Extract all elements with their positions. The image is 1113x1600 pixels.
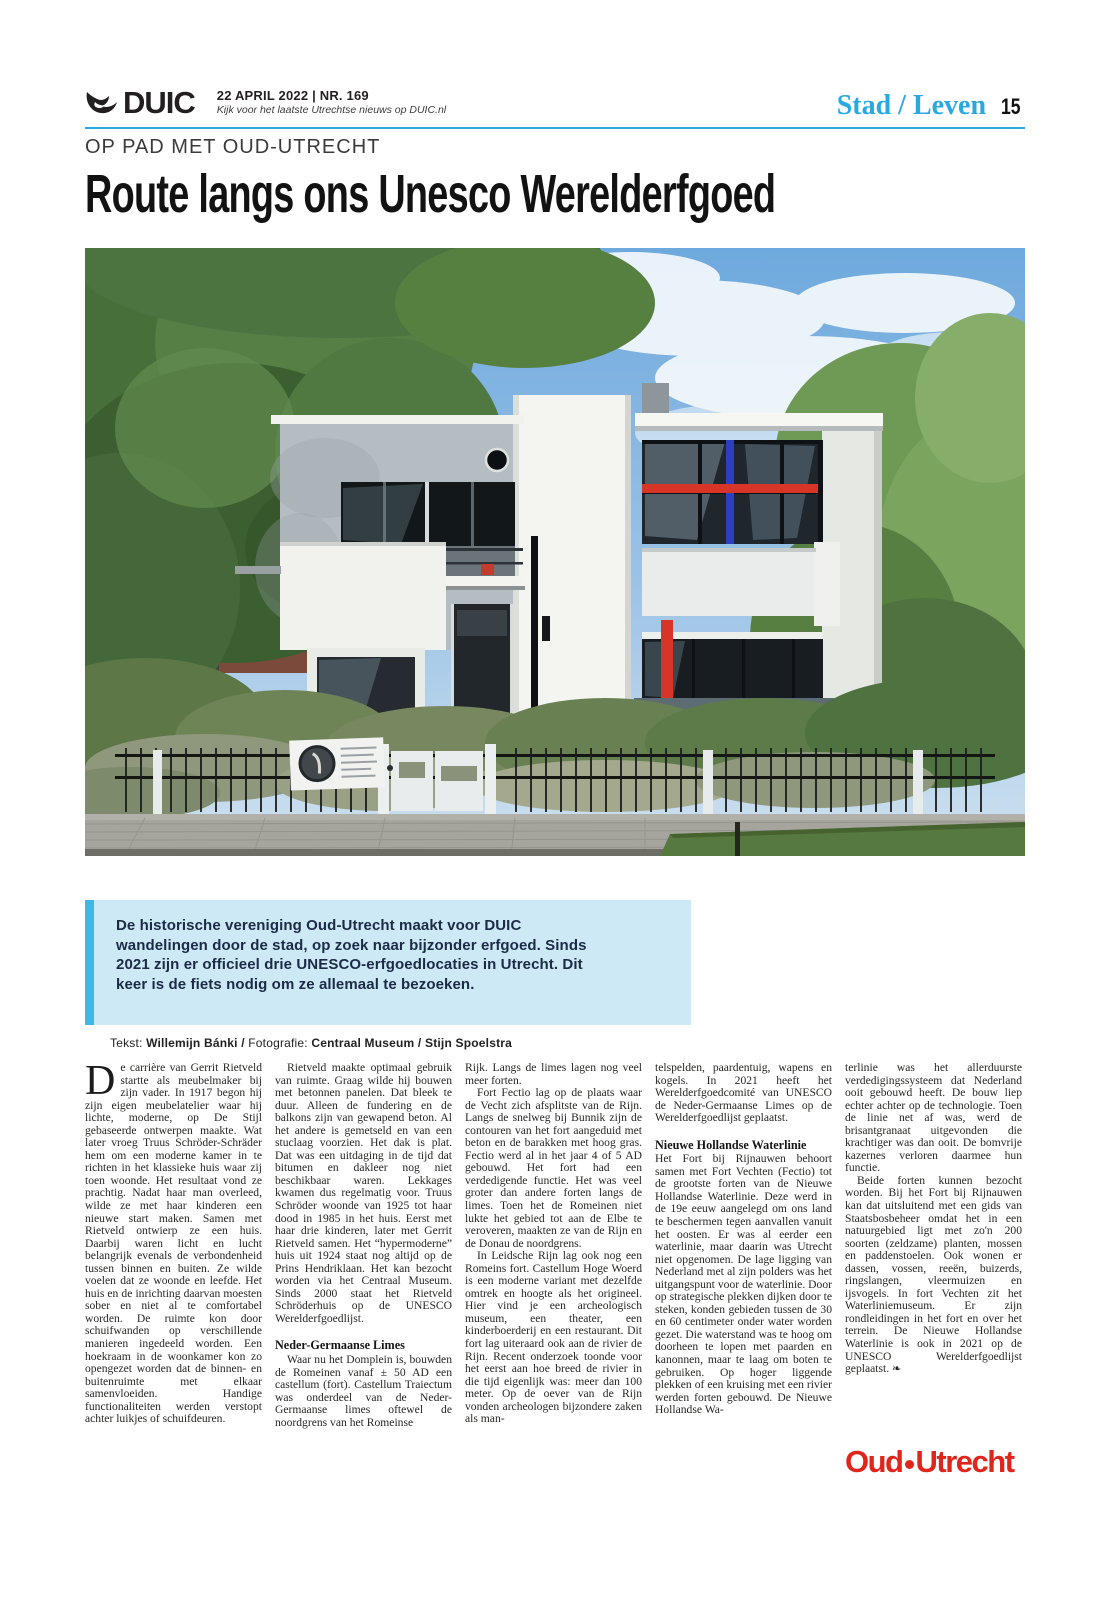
header-rule: [85, 127, 1025, 129]
article-column-1: [85, 1058, 262, 1429]
paragraph: De carrière van Gerrit Rietveld startte als meubelmaker bij zijn vader. In 1917 begon hij zijn eigen meubelatelier waar hij lichte, moderne, op De Stijl gebaseerde ontwerpen maakte. Wat later vroeg Truus Schröder-Schräder hem om een moderne kamer in te richten in het klassieke huis waar zij toen woonde. Het resultaat vond ze prachtig. Nadat haar man overleed, wilde ze met haar kinderen een nieuwe start maken. Samen met Rietveld ontwierp ze een huis. Daarbij waren licht en lucht belangrijk evenals de verbondenheid tussen binnen en buiten. Ze wilde voelen dat ze woonde en leefde. Het huis en de inrichting daarvan moesten sober en niet al te comfortabel worden. De ruimte kon door schuifwanden op verschillende manieren ingedeeld worden. Een hoekraam in de woonkamer kon zo opengezet worden dat de binnen- en buitenruimte met elkaar samenvloeiden. Handige functionaliteiten werden verstopt achter luikjes of schuifdeuren.: [85, 1058, 262, 1426]
paragraph: Rijk. Langs de limes lagen nog veel meer forten.: [465, 1061, 642, 1087]
byline-text-label: Tekst:: [110, 1036, 147, 1050]
intro-box-text: De historische vereniging Oud-Utrecht maakt voor DUIC wandelingen door de stad, op zoek naar bijzonder erfgoed. Sinds 2021 zijn er officieel drie UNESCO-erfgoedlocaties in Utrecht. Dit keer is de fiets nodig om ze allemaal te bezoeken.: [116, 917, 587, 993]
section-block: [770, 90, 1025, 122]
article-column-3: [465, 1062, 642, 1429]
byline-author: Willemijn Bánki: [146, 1036, 238, 1050]
issue-block: [217, 86, 446, 116]
byline: [110, 1036, 512, 1050]
intro-box: [85, 900, 691, 1025]
section-title: Stad / Leven: [836, 90, 987, 121]
paragraph: telspelden, paardentuig, wapens en kogels. In 2021 heeft het Werelderfgoedcomité van UNESCO de Neder-Germaanse Limes op de Werelderfgoedlijst geplaatst.: [655, 1061, 832, 1125]
rietveld-schroeder-house-photo: [85, 248, 1025, 856]
paragraph: Rietveld maakte optimaal gebruik van ruimte. Graag wilde hij bouwen met betonnen panelen. Dat bleek te duur. Alleen de fundering en de balkons zijn van gewapend beton. Al het andere is gemetseld en van een stuclaag voorzien. Het dak is plat. Dat was een uitdaging in de tijd dat bitumen en dakleer nog niet beschikbaar waren. Lekkages kwamen dus regelmatig voor. Truus Schröder woonde van 1925 tot haar dood in 1985 in het huis. Eerst met haar drie kinderen, later met Gerrit Rietveld samen. Het “hypermoderne” huis uit 1924 staat nog altijd op de Prins Hendriklaan. Het kan bezocht worden via het Centraal Museum. Sinds 2000 staat het Rietveld Schröderhuis op de UNESCO Werelderfgoedlijst.: [275, 1061, 452, 1325]
paragraph: In Leidsche Rijn lag ook nog een Romeins fort. Castellum Hoge Woerd is een moderne variant met dezelfde omtrek en hoogte als het origineel. Hier vind je een archeologisch museum, een theater, een kinderboerderij en een restaurant. Dit fort lag uiteraard ook aan de rivier de Rijn. Recent onderzoek toonde voor het eerst aan hoe breed de rivier in die tijd eigenlijk was: meer dan 100 meter. Op de oever van de Rijn vonden archeologen bijzondere zaken als man-: [465, 1249, 642, 1426]
masthead: [85, 86, 446, 120]
byline-photo-label: Fotografie:: [248, 1036, 312, 1050]
article-column-5: [845, 1062, 1022, 1429]
oud-utrecht-logo-dot-icon: [905, 1460, 914, 1469]
end-of-article-icon: ❧: [892, 1363, 902, 1376]
paragraph: terlinie was het allerduurste verdedigingssysteem dat Nederland ooit gebouwd heeft. De bouw liep echter achter op de technologie. Toen de linie net af was, werd de brisantgranaat uitgevonden die krachtiger was dan ooit. De bomvrije kazernes verloren daarmee hun functie.: [845, 1061, 1022, 1175]
kicker: OP PAD MET OUD-UTRECHT: [85, 136, 381, 158]
byline-separator: /: [237, 1036, 249, 1050]
byline-photographers: Centraal Museum / Stijn Spoelstra: [311, 1036, 513, 1050]
article-column-2: [275, 1062, 452, 1429]
paragraph: Fort Fectio lag op de plaats waar de Vecht zich afsplitste van de Rijn. Langs de snelweg bij Bunnik zijn de contouren van het fort aangeduid met beton en de barakken met hoog gras. Fectio werd al in het jaar 4 of 5 AD gebouwd. Het fort had een verdedigende functie. Het was veel groter dan andere forten langs de limes. Toen het de Romeinen niet lukte het gebied tot aan de Elbe te veroveren, maakten ze van de Rijn en de Donau de noordgrens.: [465, 1086, 642, 1250]
oud-utrecht-logo-right: Utrecht: [915, 1444, 1014, 1479]
page-number: 15: [1000, 94, 1021, 119]
duic-bird-icon: [85, 88, 119, 118]
article-body: [85, 1058, 1025, 1429]
paragraph: Waar nu het Domplein is, bouwden de Romeinen vanaf ± 50 AD een castellum (fort). Castellum Traiectum was onderdeel van de Neder-Germaanse limes oftewel de noordgrens van het Romeinse: [275, 1353, 452, 1429]
article-column-4: [655, 1062, 832, 1429]
headline: Route langs ons Unesco Werelderfgoed: [85, 164, 776, 224]
drop-cap: D: [85, 1058, 116, 1104]
oud-utrecht-logo-left: Oud: [845, 1444, 903, 1479]
subheading-nieuwe-hollandse-waterlinie: Nieuwe Hollandse Waterlinie: [655, 1137, 807, 1152]
subheading-neder-germaanse-limes: Neder-Germaanse Limes: [275, 1338, 405, 1353]
duic-logo-text: DUIC: [123, 85, 195, 120]
paragraph: Beide forten kunnen bezocht worden. Bij het Fort bij Rijnauwen kan dat uitsluitend met een gids van Staatsbosbeheer omdat het in een natuurgebied ligt met zo'n 200 soorten (zeldzame) planten, mossen en paddenstoelen. Ook wonen er dassen, vossen, reeën, buizerds, ringslangen, vleermuizen en ijsvogels. In fort Vechten zit het Waterliniemuseum. Er zijn rondleidingen in het fort en over het terrein. De Nieuwe Hollandse Waterlinie is ook in 2021 op de UNESCO Werelderfgoedlijst geplaatst. ❧: [845, 1173, 1022, 1376]
issue-date: 22 APRIL 2022 | NR. 169: [216, 88, 369, 103]
duic-logo[interactable]: [85, 86, 195, 120]
oud-utrecht-logo: [845, 1444, 1027, 1480]
issue-tagline: Kijk voor het laatste Utrechtse nieuws op DUIC.nl: [216, 104, 447, 116]
paragraph: Het Fort bij Rijnauwen behoort samen met Fort Vechten (Fectio) tot de grootste forten van de Nieuwe Hollandse Waterlinie. Deze werd in de 19e eeuw aangelegd om ons land te beschermen tegen aanvallen vanuit het oosten. Er was al eerder een waterlinie, maar daarin was Utrecht niet opgenomen. De lage ligging van Nederland met al zijn polders was het uitgangspunt voor de waterlinie. Door op strategische plekken dijken door te steken, konden gebieden tussen de 30 en 60 centimeter onder water worden gezet. Die waterstand was te hoog om doorheen te lopen met paarden en kanonnen, maar te laag om boten te gebruiken. Op hoger liggende plekken of een kruising met een rivier werden forten gebouwd. De Nieuwe Hollandse Wa-: [655, 1152, 832, 1417]
